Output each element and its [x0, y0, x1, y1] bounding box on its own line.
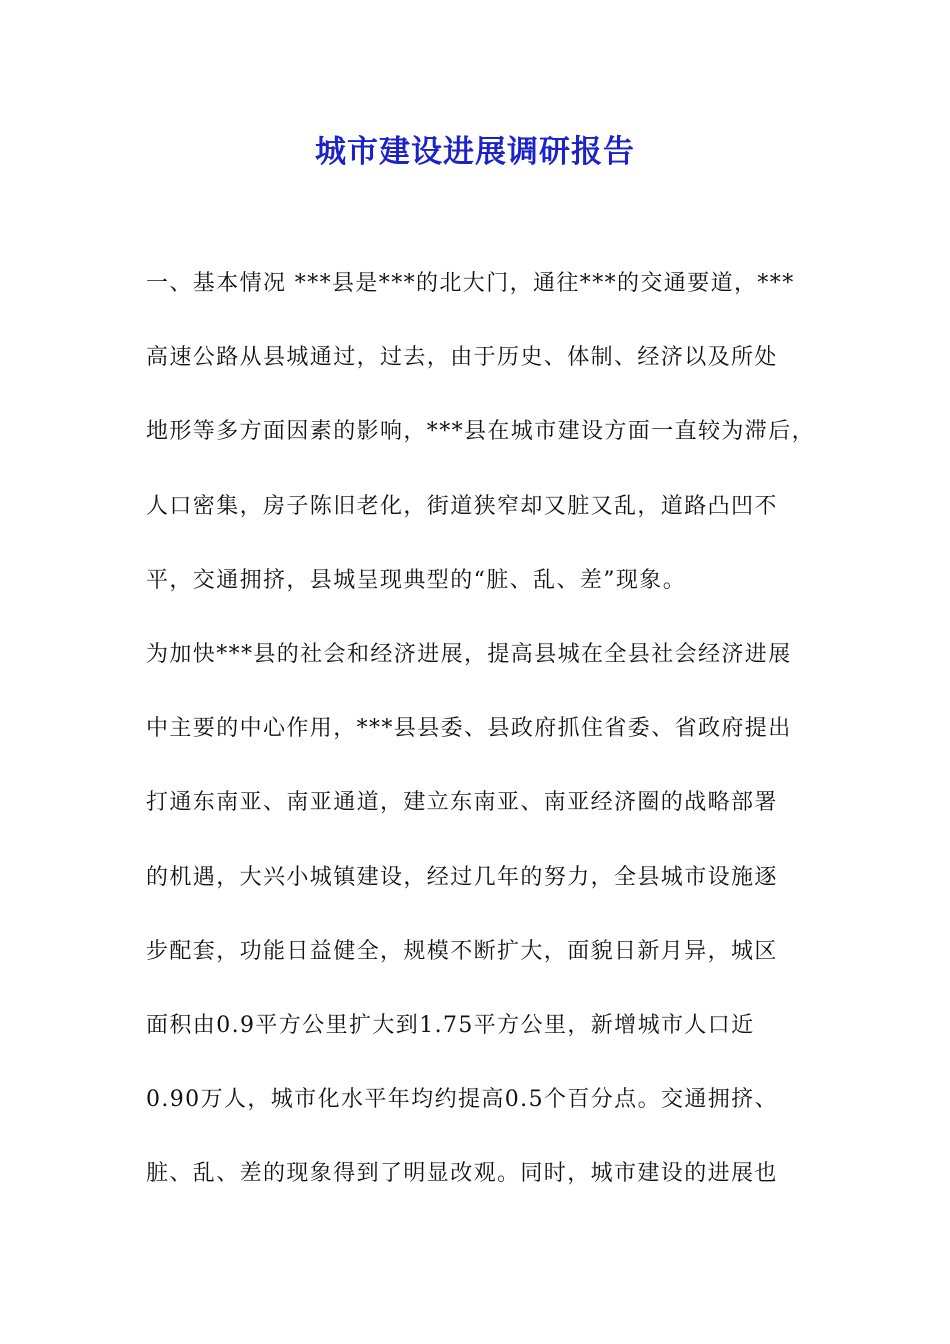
text-line: 打通东南亚、南亚通道，建立东南亚、南亚经济圈的战略部署	[146, 790, 778, 816]
text-line: 地形等多方面因素的影响，***县在城市建设方面一直较为滞后，	[146, 419, 816, 445]
text-line: 为加快***县的社会和经济进展，提高县城在全县社会经济进展	[146, 641, 792, 667]
text-line: 面积由0.9平方公里扩大到1.75平方公里，新增城市人口近	[146, 1012, 755, 1038]
text-line: 人口密集，房子陈旧老化，街道狭窄却又脏又乱，道路凸凹不	[146, 493, 778, 519]
text-line: 0.90万人，城市化水平年均约提高0.5个百分点。交通拥挤、	[146, 1087, 778, 1113]
text-line: 步配套，功能日益健全，规模不断扩大，面貌日新月异，城区	[146, 938, 778, 964]
text-line: 中主要的中心作用，***县县委、县政府抓住省委、省政府提出	[146, 716, 792, 742]
document-body	[146, 264, 816, 1228]
text-line: 平，交通拥挤，县城呈现典型的“脏、乱、差”现象。	[146, 567, 687, 593]
text-line: 高速公路从县城通过，过去，由于历史、体制、经济以及所处	[146, 345, 778, 371]
text-line: 的机遇，大兴小城镇建设，经过几年的努力，全县城市设施逐	[146, 864, 778, 890]
document-title: 城市建设进展调研报告	[315, 134, 635, 170]
text-line: 一、基本情况 ***县是***的北大门，通往***的交通要道，***	[146, 271, 795, 296]
text-line: 脏、乱、差的现象得到了明显改观。同时，城市建设的进展也	[146, 1161, 778, 1187]
